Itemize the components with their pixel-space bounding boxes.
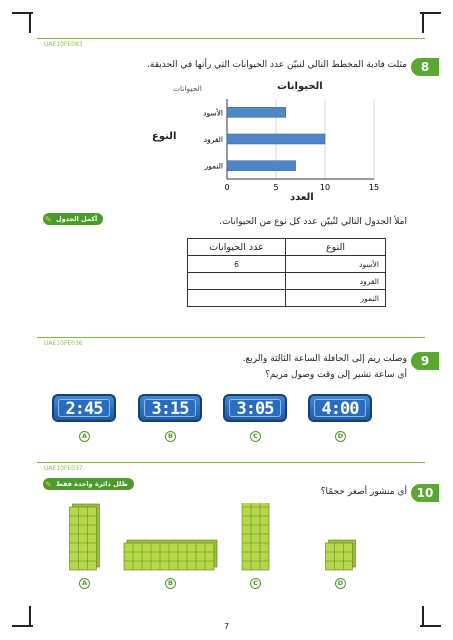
- complete-table-badge: [43, 213, 103, 225]
- clock-option-a: [52, 394, 116, 422]
- x-tick-label: 5: [273, 183, 279, 192]
- badge-label: ظلل دائرة واحدة فقط: [56, 480, 128, 488]
- question-prompt: مثلت فادية المخطط التالي لتبيّن عدد الحيوانات التي رأتها في الحديقة.: [147, 60, 407, 70]
- crop-mark-top-right-v: [422, 12, 424, 33]
- pencil-icon: ✎: [45, 480, 52, 489]
- clock-time: 3:15: [144, 399, 196, 417]
- chart-y-axis-label: النوع: [152, 131, 177, 142]
- clock-option-c: [223, 394, 287, 422]
- clock-time: 4:00: [314, 399, 366, 417]
- question-code: UAE10FE083: [44, 41, 83, 48]
- answer-bubble-b[interactable]: B: [165, 578, 176, 589]
- table-row: [188, 290, 386, 307]
- pencil-icon: ✎: [45, 215, 52, 224]
- question-line-1: وصلت ريم إلى الحافلة الساعة الثالثة والربع.: [242, 354, 407, 364]
- page-number: 7: [223, 622, 230, 631]
- clock-time: 3:05: [229, 399, 281, 417]
- table-row: [188, 256, 386, 273]
- row-type: القرود: [286, 273, 386, 290]
- prism-d: [326, 540, 356, 570]
- row-count[interactable]: [188, 273, 286, 290]
- answer-bubble-b[interactable]: B: [165, 431, 176, 442]
- bar: [227, 134, 325, 144]
- row-type: النمور: [286, 290, 386, 307]
- question-code: UAE10FE036: [44, 340, 83, 347]
- crop-mark-top-left-v: [29, 12, 31, 33]
- row-count[interactable]: 6: [188, 256, 286, 273]
- x-tick-label: 15: [368, 183, 380, 192]
- question-10-panel: [37, 462, 434, 602]
- prism-options: [37, 503, 425, 578]
- question-prompt: أي منشور أصغر حجمًا؟: [320, 487, 407, 497]
- question-code: UAE10FE037: [44, 465, 83, 472]
- question-line-2: أي ساعة تشير إلى وقت وصول مريم؟: [265, 370, 407, 380]
- table-instruction: املأ الجدول التالي لتُبيّن عدد كل نوع من الحيوانات.: [219, 217, 407, 227]
- badge-label: أكمل الجدول: [56, 215, 98, 223]
- question-number: 9: [411, 352, 439, 370]
- prism-face: [242, 503, 269, 570]
- prism-a: [70, 504, 100, 570]
- bar: [227, 107, 286, 117]
- y-tick-label: النمور: [204, 161, 223, 171]
- answer-bubble-d[interactable]: D: [335, 578, 346, 589]
- question-number: 10: [411, 484, 439, 502]
- answer-bubble-c[interactable]: C: [250, 578, 261, 589]
- question-8-panel: [37, 38, 430, 336]
- prism-face: [326, 543, 353, 570]
- clock-option-d: [308, 394, 372, 422]
- answer-bubble-a[interactable]: A: [79, 431, 90, 442]
- y-tick-label: الأسود: [203, 108, 223, 118]
- prism-c: [242, 503, 269, 570]
- answer-bubble-a[interactable]: A: [79, 578, 90, 589]
- prism-face: [70, 507, 97, 570]
- x-tick-label: 10: [319, 183, 331, 192]
- prism-b: [124, 540, 217, 570]
- chart-corner-label: الحيوانات: [173, 84, 202, 93]
- row-type: الأسود: [286, 256, 386, 273]
- chart-x-axis-label: العدد: [290, 192, 314, 203]
- clock-time: 2:45: [58, 399, 110, 417]
- answer-bubble-d[interactable]: D: [335, 431, 346, 442]
- shade-one-circle-badge: [43, 478, 134, 490]
- question-number: 8: [411, 58, 439, 76]
- header-count: عدد الحيوانات: [188, 239, 286, 256]
- header-type: النوع: [286, 239, 386, 256]
- table-header-row: [188, 239, 386, 256]
- bar: [227, 161, 296, 171]
- animal-count-table: [187, 238, 386, 307]
- clock-option-b: [138, 394, 202, 422]
- animal-bar-chart: [167, 94, 380, 209]
- x-tick-label: 0: [224, 183, 230, 192]
- chart-title: الحيوانات: [277, 81, 323, 92]
- question-9-panel: [37, 337, 430, 461]
- answer-bubble-c[interactable]: C: [250, 431, 261, 442]
- y-tick-label: القرود: [203, 135, 223, 144]
- table-row: [188, 273, 386, 290]
- row-count[interactable]: [188, 290, 286, 307]
